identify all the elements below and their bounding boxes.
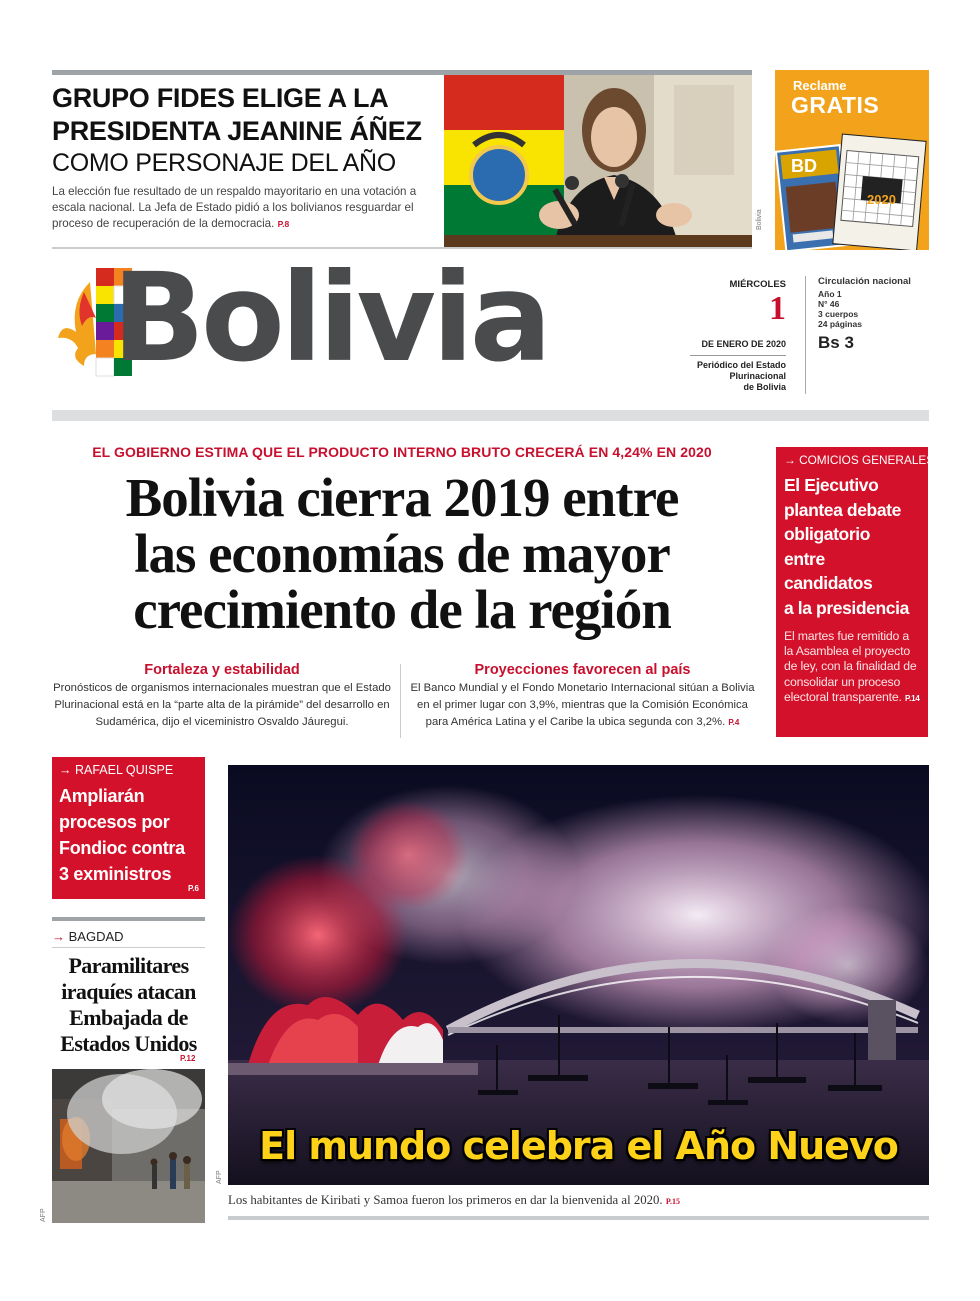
comicios-kicker: → COMICIOS GENERALES [784, 453, 935, 467]
bagdad-kicker: → BAGDAD [52, 929, 124, 944]
quispe-title: Ampliarán procesos por Fondioc contra 3 exministros [59, 786, 185, 884]
arrow-right-icon: → [52, 929, 65, 944]
column-2-heading: Proyecciones favorecen al país [474, 662, 691, 678]
arrow-right-icon: → [59, 763, 72, 777]
column-1-heading: Fortaleza y estabilidad [144, 662, 300, 678]
date-day-number: 1 [769, 290, 786, 327]
story-column-1[interactable] [52, 662, 392, 731]
photo-credit: AFP [216, 1170, 223, 1184]
date-day-name: MIÉRCOLES [729, 279, 786, 290]
page-ref: P.4 [728, 718, 740, 727]
photo-president-illustration [444, 75, 752, 247]
main-headline[interactable]: Bolivia cierra 2019 entre las economías de mayor crecimiento de la región [125, 467, 679, 640]
price-label: Bs 3 [818, 333, 854, 352]
page-ref: P.12 [180, 1054, 196, 1063]
bagdad-divider [52, 947, 205, 948]
masthead-vertical-divider [805, 276, 806, 394]
photo-president[interactable] [444, 75, 752, 247]
page-ref: P.14 [904, 694, 920, 704]
promo-box[interactable] [775, 70, 929, 250]
fireworks-caption: Los habitantes de Kiribati y Samoa fueron los primeros en dar la bienvenida al 2020. P.15 [228, 1193, 680, 1207]
column-divider [400, 664, 401, 738]
bagdad-rule [52, 917, 205, 921]
date-month-year: DE ENERO DE 2020 [701, 339, 786, 349]
photo-bagdad-illustration [52, 1069, 205, 1223]
column-1-body: Pronósticos de organismos internacionales muestran que el Estado Plurinacional está en la “parte alta de la pirámide” del desarrollo en Sudamérica, dijo el viceministro Osvaldo Jáuregui. [53, 682, 391, 728]
circulation-label: Circulación nacional [818, 276, 911, 287]
arrow-right-icon: → [784, 453, 796, 467]
photo-fireworks-illustration [228, 765, 929, 1185]
teaser-subtitle: COMO PERSONAJE DEL AÑO [52, 149, 396, 177]
photo-fireworks[interactable] [228, 765, 929, 1185]
column-2-body: El Banco Mundial y el Fondo Monetario Internacional sitúan a Bolivia en el primer lugar con 3,9%, mientras que la Comisión Económica para América Latina y el Caribe la ubica segunda con 3,2%. P.4 [410, 682, 755, 728]
photo-bagdad[interactable] [52, 1069, 205, 1223]
quispe-kicker: → RAFAEL QUISPE [59, 763, 174, 777]
story-column-2[interactable] [410, 662, 755, 731]
main-kicker: EL GOBIERNO ESTIMA QUE EL PRODUCTO INTERNO BRUTO CRECERÁ EN 4,24% EN 2020 [92, 444, 712, 460]
page-ref: P.8 [277, 219, 290, 229]
photo-credit: Bolivia [756, 209, 763, 230]
masthead-rule [52, 410, 929, 421]
comicios-box[interactable] [776, 447, 935, 737]
promo-mag1-label: BD [791, 156, 817, 176]
page-ref: P.15 [665, 1197, 680, 1206]
promo-mag2-label: 2020 [867, 192, 896, 207]
promo-line2: GRATIS [791, 92, 880, 118]
bottom-rule [228, 1216, 929, 1220]
fireworks-headline[interactable]: El mundo celebra el Año Nuevo [259, 1124, 898, 1168]
bagdad-title[interactable]: Paramilitares iraquíes atacan Embajada de Estados Unidos [60, 953, 197, 1056]
masthead-title[interactable]: Bolivia [112, 247, 549, 389]
comicios-body: El martes fue remitido a la Asamblea el proyecto de ley, con la finalidad de consolidar un proceso electoral transparente. P.14 [784, 628, 920, 705]
issue-info: Año 1 N° 46 3 cuerpos 24 páginas [818, 289, 862, 329]
promo-magazines-illustration [775, 128, 929, 250]
comicios-title: El Ejecutivo plantea debate obligatorio entre candidatos a la presidencia [784, 475, 909, 618]
promo-line1: Reclame [793, 78, 847, 93]
date-divider [690, 355, 786, 356]
teaser-body: La elección fue resultado de un respaldo mayoritario en una votación a escala nacional. La Jefa de Estado pidió a los bolivianos resguardar el proceso de recuperación de la democracia. P.8 [52, 185, 417, 230]
teaser-title[interactable]: GRUPO FIDES ELIGE A LA PRESIDENTA JEANINE ÁÑEZ [52, 83, 422, 146]
publisher-info: Periódico del Estado Plurinacional de Bolivia [696, 360, 786, 392]
page-ref: P.6 [188, 884, 199, 893]
quispe-box[interactable] [52, 757, 205, 899]
photo-credit: AFP [40, 1208, 47, 1222]
